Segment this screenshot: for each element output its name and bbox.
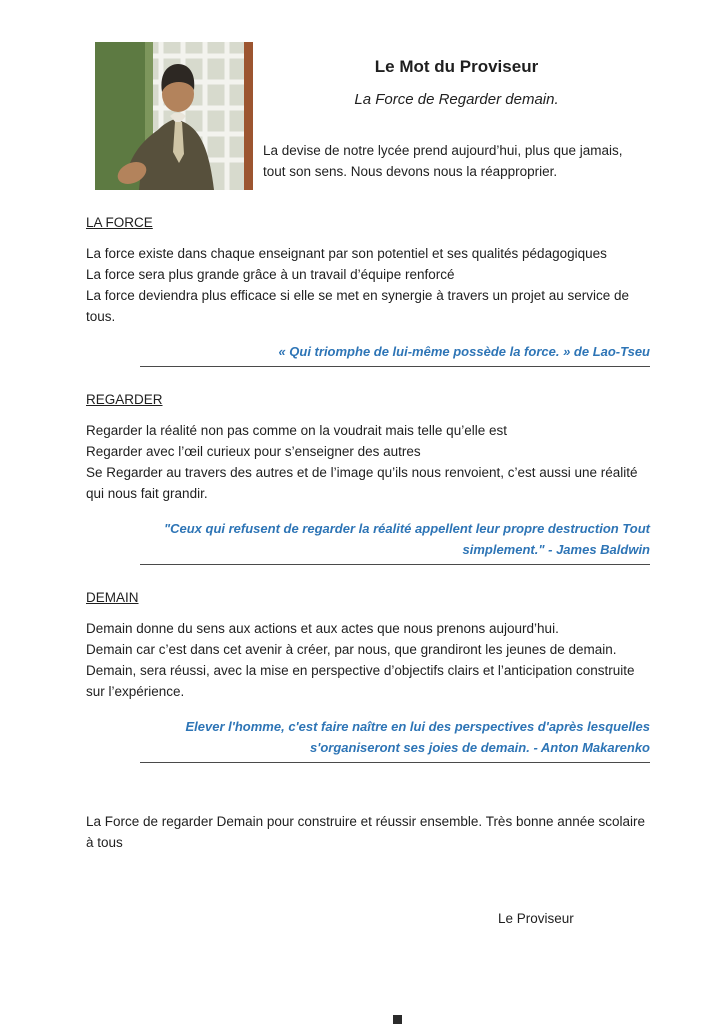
section-paragraph: Demain donne du sens aux actions et aux actes que nous prenons aujourd’hui.: [86, 621, 559, 636]
page-title: Le Mot du Proviseur: [374, 57, 539, 76]
section-heading: LA FORCE: [86, 215, 153, 230]
quote-text: « Qui triomphe de lui-même possède la force. » de Lao-Tseu: [278, 344, 650, 359]
section-paragraph: Se Regarder au travers des autres et de l’image qu’ils nous renvoient, c’est aussi une réalité qui nous fait grandir.: [86, 465, 638, 501]
quote-block: [140, 716, 650, 763]
quote-divider: [140, 762, 650, 763]
signature: Le Proviseur: [498, 911, 574, 926]
section-paragraph: La force existe dans chaque enseignant par son potentiel et ses qualités pédagogiques: [86, 246, 607, 261]
section-body: [86, 420, 650, 504]
intro-paragraph: La devise de notre lycée prend aujourd’hui, plus que jamais, tout son sens. Nous devons nous la réapproprier.: [263, 143, 623, 179]
proviseur-photo: [95, 42, 253, 190]
section-paragraph: Regarder avec l’œil curieux pour s’enseigner des autres: [86, 444, 421, 459]
header-text: [253, 42, 650, 182]
section-paragraph: Demain car c’est dans cet avenir à créer, par nous, que grandiront les jeunes de demain.: [86, 642, 617, 657]
section-paragraph: La force deviendra plus efficace si elle se met en synergie à travers un projet au service de tous.: [86, 288, 630, 324]
quote-divider: [140, 366, 650, 367]
quote-text: Elever l'homme, c'est faire naître en lui des perspectives d'après lesquelles s'organiseront ses joies de demain. - Anton Makarenko: [185, 719, 650, 755]
quote-text: "Ceux qui refusent de regarder la réalité appellent leur propre destruction Tout simplement." - James Baldwin: [163, 521, 650, 557]
section-paragraph: Regarder la réalité non pas comme on la voudrait mais telle qu’elle est: [86, 423, 507, 438]
section-body: [86, 618, 650, 702]
section-heading: REGARDER: [86, 392, 163, 407]
proviseur-portrait-illustration: [95, 42, 253, 190]
quote-block: [140, 518, 650, 565]
section-demain: [86, 587, 650, 763]
page-subtitle: La Force de Regarder demain.: [354, 91, 559, 108]
page-footer-mark: [393, 1015, 402, 1024]
section-heading: DEMAIN: [86, 590, 139, 605]
section-body: [86, 243, 650, 327]
section-regarder: [86, 389, 650, 565]
quote-block: [140, 341, 650, 367]
section-paragraph: Demain, sera réussi, avec la mise en perspective d’objectifs clairs et l’anticipation construite sur l’expérience.: [86, 663, 635, 699]
section-la-force: [86, 212, 650, 367]
closing-paragraph: La Force de regarder Demain pour construire et réussir ensemble. Très bonne année scolaire à tous: [86, 814, 646, 850]
quote-divider: [140, 564, 650, 565]
section-paragraph: La force sera plus grande grâce à un travail d’équipe renforcé: [86, 267, 455, 282]
header: [86, 42, 650, 190]
